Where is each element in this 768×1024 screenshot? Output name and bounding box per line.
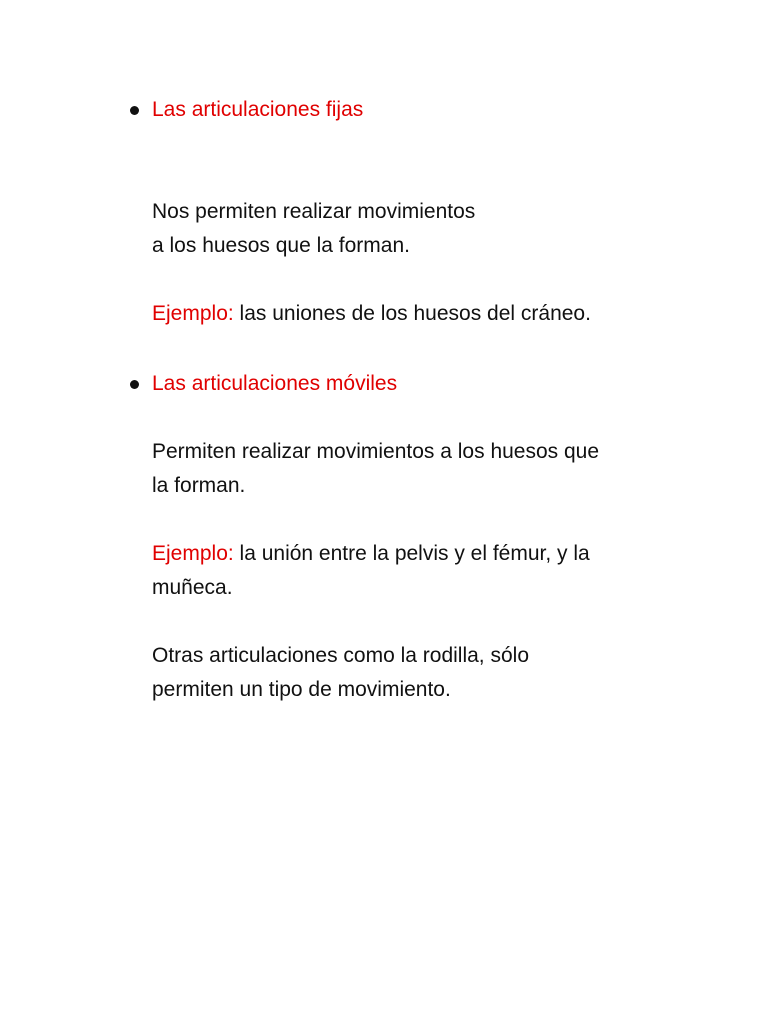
description-line: a los huesos que la forman. <box>152 234 410 257</box>
note-line: permiten un tipo de movimiento. <box>152 678 451 701</box>
example-label: Ejemplo: <box>152 542 234 565</box>
section-heading-fixed-joints: Las articulaciones fijas <box>152 98 364 121</box>
section-heading-movable-joints: Las articulaciones móviles <box>152 372 398 395</box>
description-line: la forman. <box>152 474 246 497</box>
description-line: Nos permiten realizar movimientos <box>152 200 476 223</box>
example-label: Ejemplo: <box>152 302 234 325</box>
example-paragraph <box>152 298 591 330</box>
bullet-dot-icon <box>130 380 139 389</box>
note-line: Otras articulaciones como la rodilla, sólo <box>152 644 529 667</box>
example-paragraph <box>152 538 590 570</box>
example-text-continued: muñeca. <box>152 576 233 599</box>
example-text: las uniones de los huesos del cráneo. <box>233 302 591 325</box>
description-line: Permiten realizar movimientos a los huesos que <box>152 440 600 463</box>
bullet-dot-icon <box>130 106 139 115</box>
example-text: la unión entre la pelvis y el fémur, y la <box>233 542 590 565</box>
